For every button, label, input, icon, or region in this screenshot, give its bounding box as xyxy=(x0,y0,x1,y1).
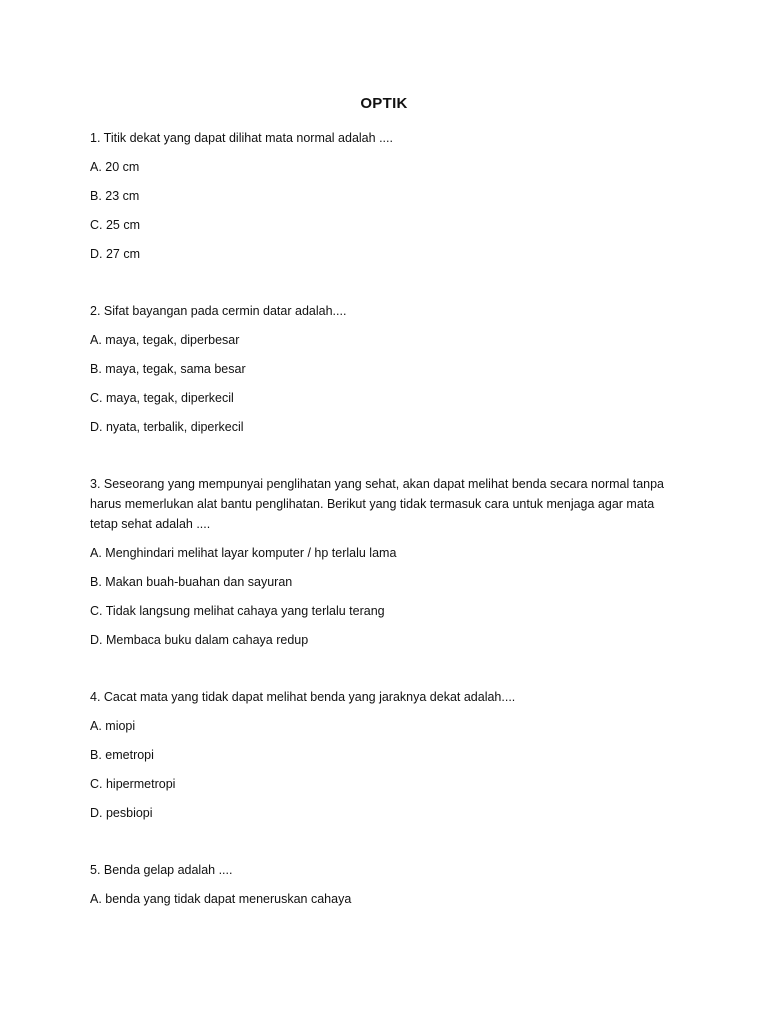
option-b: B. 23 cm xyxy=(90,189,140,203)
option-c: C. maya, tegak, diperkecil xyxy=(90,391,234,405)
spacer xyxy=(90,446,680,474)
question-4 xyxy=(90,687,680,823)
question-1 xyxy=(90,128,680,264)
option-b: B. Makan buah-buahan dan sayuran xyxy=(90,575,293,589)
question-3 xyxy=(90,474,680,650)
question-text: 5. Benda gelap adalah .... xyxy=(90,863,233,877)
spacer xyxy=(90,659,680,687)
option-a: A. benda yang tidak dapat meneruskan cahaya xyxy=(90,892,352,906)
question-list xyxy=(90,128,680,918)
option-d: D. nyata, terbalik, diperkecil xyxy=(90,420,244,434)
question-text: 4. Cacat mata yang tidak dapat melihat benda yang jaraknya dekat adalah.... xyxy=(90,690,516,704)
option-d: D. 27 cm xyxy=(90,247,141,261)
option-d: D. pesbiopi xyxy=(90,806,153,820)
option-c: C. hipermetropi xyxy=(90,777,176,791)
question-2 xyxy=(90,301,680,437)
option-b: B. emetropi xyxy=(90,748,154,762)
option-c: C. Tidak langsung melihat cahaya yang terlalu terang xyxy=(90,604,385,618)
question-text: 2. Sifat bayangan pada cermin datar adalah.... xyxy=(90,304,347,318)
option-d: D. Membaca buku dalam cahaya redup xyxy=(90,633,309,647)
question-text: 1. Titik dekat yang dapat dilihat mata normal adalah .... xyxy=(90,131,393,145)
document-title: OPTIK xyxy=(360,95,408,112)
spacer xyxy=(90,273,680,301)
spacer xyxy=(90,832,680,860)
option-b: B. maya, tegak, sama besar xyxy=(90,362,246,376)
option-a: A. Menghindari melihat layar komputer / hp terlalu lama xyxy=(90,546,397,560)
option-c: C. 25 cm xyxy=(90,218,141,232)
question-5 xyxy=(90,860,680,909)
option-a: A. 20 cm xyxy=(90,160,140,174)
option-a: A. miopi xyxy=(90,719,136,733)
option-a: A. maya, tegak, diperbesar xyxy=(90,333,240,347)
question-text: 3. Seseorang yang mempunyai penglihatan yang sehat, akan dapat melihat benda secara normal tanpa harus memerlukan alat bantu penglihatan. Berikut yang tidak termasuk cara untuk menjaga agar mata tetap sehat adalah .... xyxy=(90,477,664,531)
